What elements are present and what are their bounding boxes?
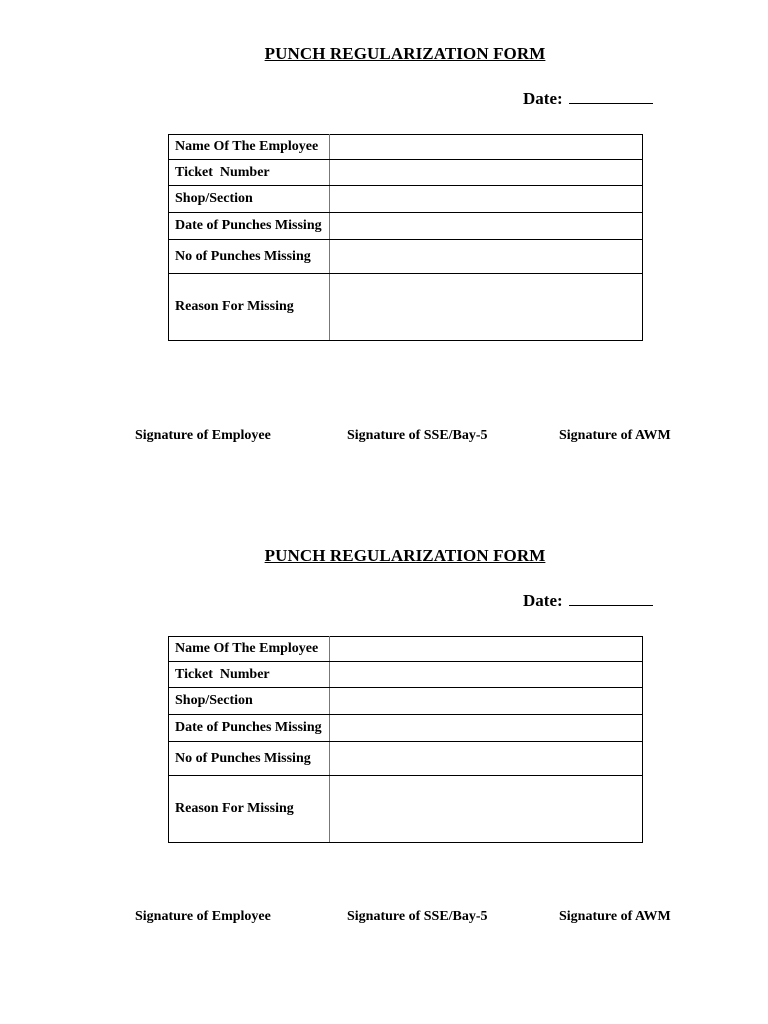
signature-of-sse: Signature of SSE/Bay-5 [347,428,488,443]
field-label: No of Punches Missing [169,742,330,776]
date-row [523,89,653,109]
no-of-punches-missing-field[interactable] [330,240,643,274]
reason-for-missing-field[interactable] [330,274,643,341]
table-row [169,688,643,715]
field-label: Ticket Number [169,662,330,688]
signature-of-employee: Signature of Employee [135,909,271,924]
field-label: Name Of The Employee [169,637,330,662]
table-row [169,240,643,274]
date-row [523,591,653,611]
field-label: Reason For Missing [169,776,330,843]
field-label: Date of Punches Missing [169,715,330,742]
form-title: PUNCH REGULARIZATION FORM [264,546,546,565]
signature-of-employee: Signature of Employee [135,428,271,443]
date-blank-line[interactable] [569,89,653,104]
signature-of-awm: Signature of AWM [559,428,671,443]
shop-section-field[interactable] [330,186,643,213]
table-row [169,742,643,776]
table-row [169,637,643,662]
table-row [169,274,643,341]
table-row [169,213,643,240]
employee-name-field[interactable] [330,135,643,160]
field-label: Reason For Missing [169,274,330,341]
date-of-punches-missing-field[interactable] [330,715,643,742]
form-title: PUNCH REGULARIZATION FORM [264,44,546,63]
date-label: Date: [523,89,563,108]
punch-regularization-form-2 [0,502,768,972]
reason-for-missing-field[interactable] [330,776,643,843]
date-label: Date: [523,591,563,610]
field-label: Date of Punches Missing [169,213,330,240]
no-of-punches-missing-field[interactable] [330,742,643,776]
punch-regularization-form-1 [0,0,768,470]
field-label: Name Of The Employee [169,135,330,160]
signature-of-awm: Signature of AWM [559,909,671,924]
signature-of-sse: Signature of SSE/Bay-5 [347,909,488,924]
table-row [169,160,643,186]
shop-section-field[interactable] [330,688,643,715]
table-row [169,662,643,688]
ticket-number-field[interactable] [330,160,643,186]
table-row [169,135,643,160]
ticket-number-field[interactable] [330,662,643,688]
field-label: Shop/Section [169,186,330,213]
table-row [169,776,643,843]
date-of-punches-missing-field[interactable] [330,213,643,240]
field-label: Ticket Number [169,160,330,186]
table-row [169,715,643,742]
table-row [169,186,643,213]
employee-details-table [168,134,643,341]
field-label: No of Punches Missing [169,240,330,274]
employee-details-table [168,636,643,843]
date-blank-line[interactable] [569,591,653,606]
field-label: Shop/Section [169,688,330,715]
employee-name-field[interactable] [330,637,643,662]
